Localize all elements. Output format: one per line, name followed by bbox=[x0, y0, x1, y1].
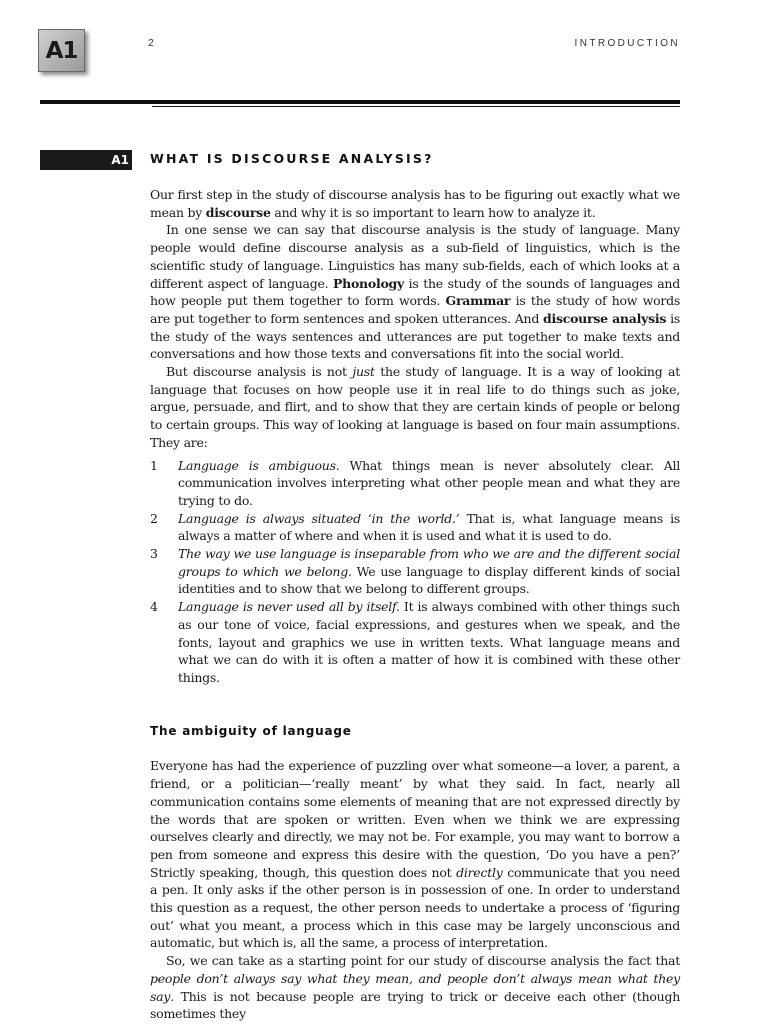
header-rule-thick bbox=[40, 100, 680, 104]
header-rule-thin bbox=[152, 106, 680, 107]
assumptions-list bbox=[150, 457, 680, 687]
paragraph-starting-point: So, we can take as a starting point for our study of discourse analysis the fact that people don’t always say what they mean, and people don’t always mean what they say. This is not because people are trying to trick or deceive each other (though sometimes they bbox=[150, 953, 680, 1022]
paragraph-definition: In one sense we can say that discourse analysis is the study of language. Many people would define discourse analysis as a sub-field of linguistics, which is the scientific study of language. Linguistics has many sub-fields, each of which looks at a different aspect of language. Phonology is the study of the sounds of languages and how people put them together to form words. Grammar is the study of how words are put together to form sentences and spoken utterances. And discourse analysis is the study of the ways sentences and utterances are put together to make texts and conversations and how those texts and conversations fit into the social world. bbox=[150, 222, 680, 362]
paragraph-ambiguity: Everyone has had the experience of puzzling over what someone—a lover, a parent, a friend, or a politician—‘really meant’ by what they said. In fact, nearly all communication contains some elements of meaning that are not expressed directly by the words that are spoken or written. Even when we think we are expressing ourselves clearly and directly, we may not be. For example, you may want to borrow a pen from someone and express this desire with the question, ‘Do you have a pen?’ Strictly speaking, though, this question does not directly communicate that you need a pen. It only asks if the other person is in possession of one. In order to understand this question as a request, the other person needs to undertake a process of ‘figuring out’ what you meant, a process which in this case may be largely unconscious and automatic, but which is, all the same, a process of interpretation. bbox=[150, 758, 680, 951]
term-grammar: Grammar bbox=[445, 293, 511, 309]
chapter-tab: A1 bbox=[38, 29, 85, 72]
section-tab: A1 bbox=[40, 150, 132, 170]
running-head: INTRODUCTION bbox=[574, 38, 680, 49]
section-title: WHAT IS DISCOURSE ANALYSIS? bbox=[150, 151, 434, 166]
list-item: 4 Language is never used all by itself. It is always combined with other things such as our tone of voice, facial expressions, and gestures when we speak, and the fonts, layout and graphics we use in written texts. What language means and what we can do with it is often a matter of how it is combined with these other things. bbox=[150, 599, 680, 685]
paragraph-assumptions-intro: But discourse analysis is not just the study of language. It is a way of looking at language that focuses on how people use it in real life to do things such as joke, argue, persuade, and flirt, and to show that they are certain kinds of people or belong to certain groups. This way of looking at language is based on four main assumptions. They are: bbox=[150, 364, 680, 450]
term-phonology: Phonology bbox=[332, 275, 405, 291]
list-item: 1 Language is ambiguous. What things mean is never absolutely clear. All communication involves interpreting what other people mean and what they are trying to do. bbox=[150, 457, 681, 508]
term-discourse-analysis: discourse analysis bbox=[542, 310, 667, 326]
subsection-title: The ambiguity of language bbox=[150, 723, 352, 738]
paragraph-intro: Our first step in the study of discourse analysis has to be figuring out exactly what we mean by discourse and why it is so important to learn how to analyze it. bbox=[150, 187, 680, 220]
list-item: 2 Language is always situated ‘in the world.’ That is, what language means is always a matter of where and when it is used and what it is used to do. bbox=[150, 510, 680, 544]
term-discourse: discourse bbox=[205, 204, 271, 220]
body-text bbox=[150, 186, 680, 1023]
page-number: 2 bbox=[148, 37, 154, 49]
list-item: 3 The way we use language is inseparable from who we are and the different social groups to which we belong. We use language to display different kinds of social identities and to show that we belong to different groups. bbox=[150, 546, 680, 597]
